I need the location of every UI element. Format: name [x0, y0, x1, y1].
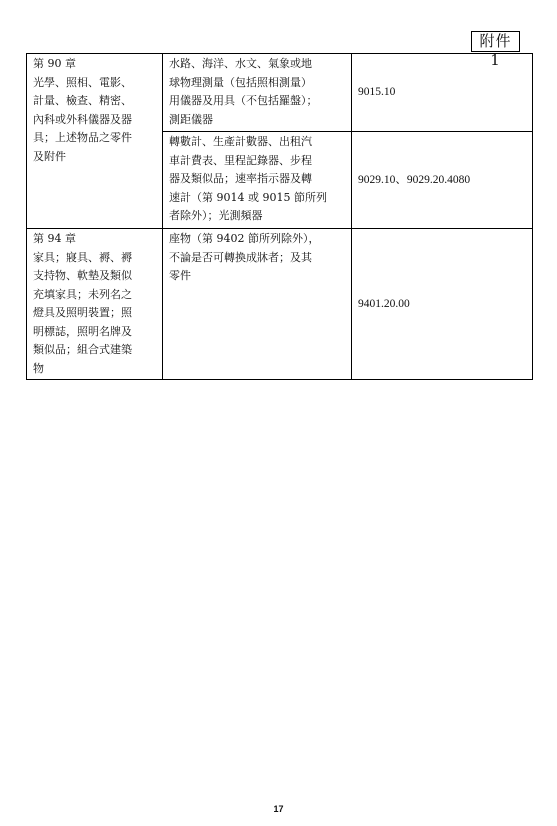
description-cell [163, 229, 352, 380]
chapter-94-cell [27, 229, 163, 380]
description-line: 用儀器及用具（不包括羅盤）； [169, 94, 318, 107]
chapter-90-cell [27, 54, 163, 229]
tariff-table [26, 53, 533, 380]
description-cell [163, 132, 352, 229]
chapter-line: 具；上述物品之零件 [33, 131, 132, 144]
chapter-line: 計量、檢查、精密、 [33, 94, 132, 107]
description-line: 速計（第 9014 或 9015 節所列 [169, 190, 327, 204]
attachment-label: 附件 1 [471, 31, 520, 52]
chapter-line: 物 [33, 361, 44, 375]
chapter-line: 燈具及照明裝置；照 [33, 306, 132, 319]
description-line: 座物（第 9402 節所列除外）， [169, 232, 320, 245]
page-number: 17 [273, 804, 284, 814]
description-line: 者除外）；光測頻器 [169, 209, 263, 222]
description-line: 測距儀器 [169, 112, 213, 126]
chapter-line: 第 90 章 [33, 57, 76, 70]
tariff-code-cell: 9029.10、9029.20.4080 [352, 132, 533, 229]
chapter-line: 充填家具；未列名之 [33, 287, 132, 301]
description-line: 零件 [169, 269, 191, 282]
description-line: 器及類似品；速率指示器及轉 [169, 172, 312, 185]
description-line: 水路、海洋、水文、氣象或地 [169, 57, 312, 70]
tariff-code-cell: 9015.10 [352, 54, 533, 132]
chapter-line: 內科或外科儀器及器 [33, 112, 132, 126]
table-row [27, 229, 533, 380]
description-line: 球物理測量（包括照相測量） [169, 75, 312, 89]
table-row [27, 54, 533, 132]
description-line: 車計費表、里程記錄器、步程 [169, 153, 312, 167]
description-line: 不論是否可轉換成牀者；及其 [169, 250, 312, 264]
chapter-line: 第 94 章 [33, 232, 76, 245]
description-cell [163, 54, 352, 132]
chapter-line: 明標誌，照明名牌及 [33, 324, 132, 338]
chapter-line: 家具；寢具、褥、褥 [33, 250, 132, 264]
tariff-code-cell: 9401.20.00 [352, 229, 533, 380]
chapter-line: 支持物、軟墊及類似 [33, 269, 132, 282]
description-line: 轉數計、生產計數器、出租汽 [169, 135, 312, 148]
chapter-line: 及附件 [33, 149, 66, 163]
chapter-line: 類似品；組合式建築 [33, 343, 132, 356]
chapter-line: 光學、照相、電影、 [33, 75, 132, 89]
